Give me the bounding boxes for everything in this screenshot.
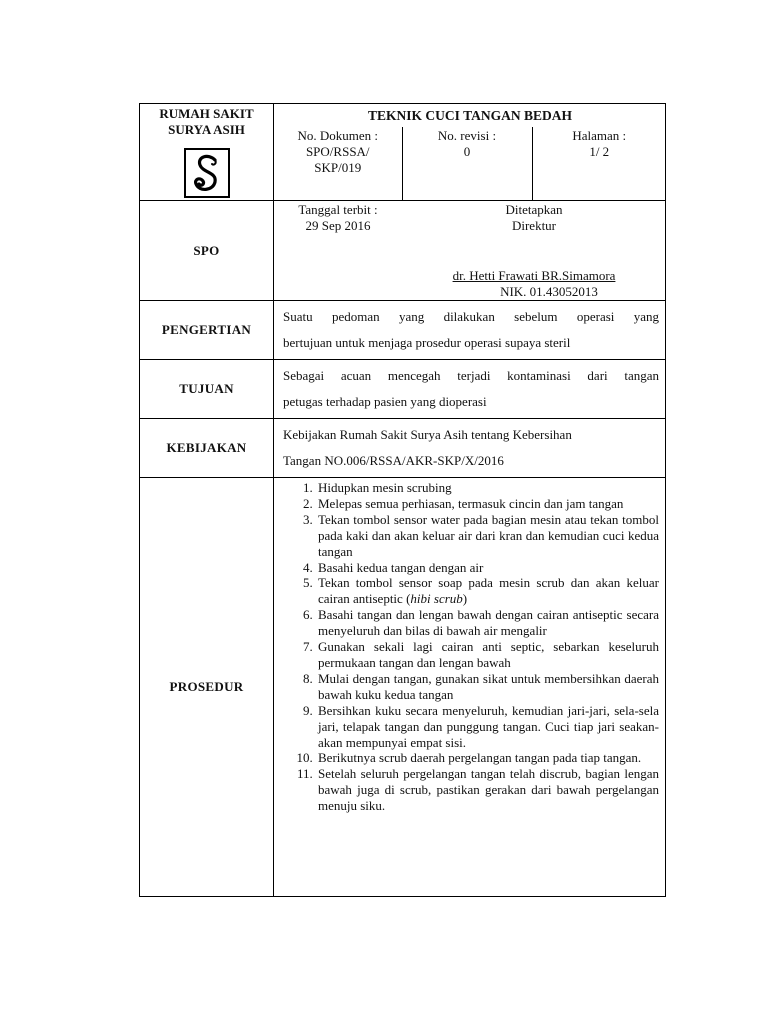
procedure-step: 1. Hidupkan mesin scrubing: [316, 480, 659, 496]
revision-label: No. revisi :: [437, 128, 497, 143]
doc-number-value-1: SPO/RSSA/: [305, 144, 370, 159]
signer-name: dr. Hetti Frawati BR.Simamora: [452, 268, 616, 283]
revision-cell: [402, 127, 532, 200]
hospital-name-line2: SURYA ASIH: [168, 122, 245, 137]
doc-number-value-2: SKP/019: [314, 160, 362, 175]
spo-info-table: [274, 201, 666, 300]
signer-nik: NIK. 01.43052013: [500, 284, 598, 299]
title-block: [274, 104, 666, 201]
page-value: 1/ 2: [589, 144, 610, 159]
hospital-logo-icon: [184, 148, 230, 198]
hospital-name-line1: RUMAH SAKIT: [159, 106, 254, 121]
page-label: Halaman :: [572, 128, 627, 143]
page-cell: [532, 127, 666, 200]
tujuan-content: [274, 360, 666, 419]
procedure-step: 5. Tekan tombol sensor soap pada mesin scrub dan akan keluar cairan antiseptic (hibi scrub): [316, 575, 659, 607]
procedure-step: 8. Mulai dengan tangan, gunakan sikat untuk membersihkan daerah bawah kuku kedua tangan: [316, 671, 659, 703]
approved-by-label: Ditetapkan: [505, 202, 563, 217]
prosedur-content: [274, 478, 666, 897]
procedure-step: 11. Setelah seluruh pergelangan tangan telah discrub, bagian lengan bawah juga di scrub, pastikan gerakan dari bawah pergelangan menuju siku.: [316, 766, 659, 814]
tujuan-label: TUJUAN: [140, 360, 274, 419]
tujuan-line-2: petugas terhadap pasien yang dioperasi: [283, 394, 487, 409]
kebijakan-line-1: Kebijakan Rumah Sakit Surya Asih tentang Kebersihan: [283, 427, 572, 442]
procedure-step-italic: hibi scrub: [410, 591, 463, 607]
pengertian-line-1: Suatu pedoman yang dilakukan sebelum operasi yang: [283, 309, 659, 324]
issue-date-value: 29 Sep 2016: [305, 218, 371, 233]
tujuan-line-1: Sebagai acuan mencegah terjadi kontaminasi dari tangan: [283, 368, 659, 383]
spo-label: SPO: [140, 201, 274, 301]
doc-number-cell: [274, 127, 402, 200]
issue-date-label: Tanggal terbit :: [298, 202, 378, 217]
approval-cell: [402, 201, 666, 300]
prosedur-label: PROSEDUR: [140, 478, 274, 897]
pengertian-content: [274, 301, 666, 360]
procedure-step: 10. Berikutnya scrub daerah pergelangan tangan pada tiap tangan.: [316, 750, 659, 766]
revision-value: 0: [463, 144, 471, 159]
procedure-step: 3. Tekan tombol sensor water pada bagian mesin atau tekan tombol pada kaki dan akan keluar air dari kran dan kemudian cuci kedua tangan: [316, 512, 659, 560]
kebijakan-content: [274, 419, 666, 478]
procedure-steps-list: [274, 480, 659, 814]
pengertian-label: PENGERTIAN: [140, 301, 274, 360]
kebijakan-line-2: Tangan NO.006/RSSA/AKR-SKP/X/2016: [283, 453, 504, 468]
document-title: TEKNIK CUCI TANGAN BEDAH: [368, 108, 572, 123]
doc-number-label: No. Dokumen :: [297, 128, 379, 143]
procedure-step: 6. Basahi tangan dan lengan bawah dengan cairan antiseptic secara menyeluruh dan bilas di bawah air mengalir: [316, 607, 659, 639]
procedure-step: 9. Bersihkan kuku secara menyeluruh, kemudian jari-jari, sela-sela jari, telapak tangan dan punggung tangan. Cuci tiap jari seakan-akan mempunyai empat sisi.: [316, 703, 659, 751]
issue-date-cell: [274, 201, 402, 300]
procedure-step: 2. Melepas semua perhiasan, termasuk cincin dan jam tangan: [316, 496, 659, 512]
title-meta-table: [274, 104, 666, 200]
pengertian-line-2: bertujuan untuk menjaga prosedur operasi supaya steril: [283, 335, 571, 350]
spo-document-table: [139, 103, 666, 897]
hospital-cell: [140, 104, 274, 201]
procedure-step: 7. Gunakan sekali lagi cairan anti septic, sebarkan keseluruh permukaan tangan dan lengan bawah: [316, 639, 659, 671]
procedure-step: 4. Basahi kedua tangan dengan air: [316, 560, 659, 576]
spo-info-block: [274, 201, 666, 301]
kebijakan-label: KEBIJAKAN: [140, 419, 274, 478]
approved-by-role: Direktur: [511, 218, 557, 233]
